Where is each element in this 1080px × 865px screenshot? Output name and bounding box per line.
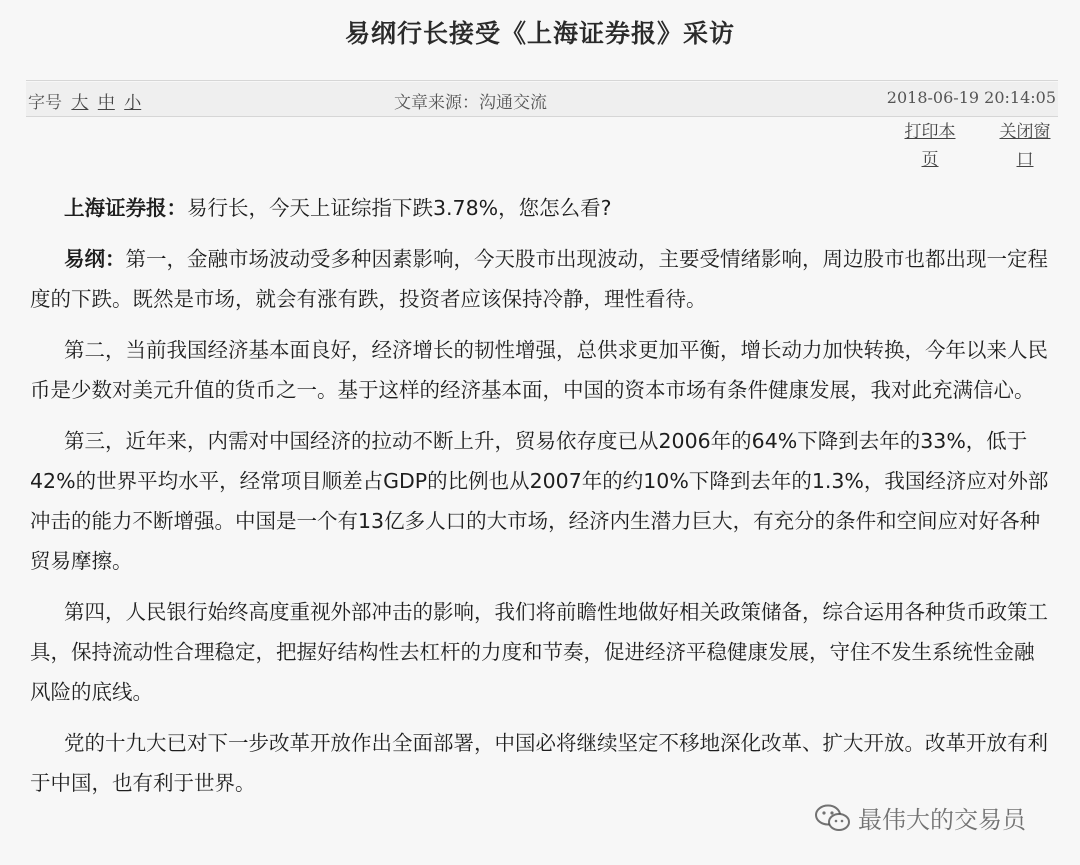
paragraph-text: 第四，人民银行始终高度重视外部冲击的影响，我们将前瞻性地做好相关政策储备，综合运用各种货币政策工具，保持流动性合理稳定，把握好结构性去杠杆的力度和节奏，促进经济平稳健康发展，守住不发生系统性金融风险的底线。	[30, 600, 1048, 704]
paragraph-answer-1	[30, 239, 1054, 319]
article-title: 易纲行长接受《上海证券报》采访	[344, 19, 735, 48]
paragraph-answer-4	[30, 592, 1054, 712]
paragraph-text: 第一，金融市场波动受多种因素影响，今天股市出现波动，主要受情绪影响，周边股市也都出现一定程度的下跌。既然是市场，就会有涨有跌，投资者应该保持冷静，理性看待。	[30, 247, 1048, 311]
wechat-icon	[814, 803, 852, 833]
speaker-label: 上海证券报：	[64, 196, 187, 220]
watermark-text: 最伟大的交易员	[858, 806, 1026, 834]
paragraph-text: 党的十九大已对下一步改革开放作出全面部署，中国必将继续坚定不移地深化改革、扩大开放。改革开放有利于中国，也有利于世界。	[30, 731, 1048, 795]
top-divider	[26, 80, 1058, 81]
close-window-label-line2[interactable]: 口	[1016, 150, 1034, 170]
paragraph-answer-5	[30, 723, 1054, 803]
article-source: 文章来源：沟通交流	[394, 93, 547, 113]
speaker-label: 易纲：	[64, 247, 126, 271]
font-size-small-link[interactable]: 小	[124, 93, 142, 113]
print-page-label-line1[interactable]: 打印本	[904, 122, 956, 142]
paragraph-answer-2	[30, 330, 1054, 410]
paragraph-answer-3	[30, 421, 1054, 581]
print-page-label-line2[interactable]: 页	[921, 150, 939, 170]
publish-datetime: 2018-06-19 20:14:05	[886, 88, 1056, 107]
close-window-link[interactable]	[992, 118, 1058, 174]
paragraph-text: 第三，近年来，内需对中国经济的拉动不断上升，贸易依存度已从2006年的64%下降到去年的33%，低于42%的世界平均水平，经常项目顺差占GDP的比例也从2007年的约10%下降到去年的1.3%，我国经济应对外部冲击的能力不断增强。中国是一个有13亿多人口的大市场，经济内生潜力巨大，有充分的条件和空间应对好各种贸易摩擦。	[30, 429, 1049, 573]
close-window-label-line1[interactable]: 关闭窗	[999, 122, 1051, 142]
font-size-large-link[interactable]: 大	[71, 93, 89, 113]
font-size-medium-link[interactable]: 中	[97, 93, 115, 113]
font-size-label: 字号	[28, 93, 62, 113]
paragraph-text: 易行长，今天上证综指下跌3.78%，您怎么看?	[187, 196, 612, 220]
paragraph-text: 第二，当前我国经济基本面良好，经济增长的韧性增强，总供求更加平衡，增长动力加快转换，今年以来人民币是少数对美元升值的货币之一。基于这样的经济基本面，中国的资本市场有条件健康发展，我对此充满信心。	[30, 338, 1048, 402]
watermark	[814, 800, 1026, 835]
font-size-selector	[28, 88, 141, 113]
paragraph-question	[30, 188, 1054, 228]
meta-bar	[26, 82, 1058, 117]
print-page-link[interactable]	[897, 118, 963, 174]
article-body	[30, 188, 1054, 814]
